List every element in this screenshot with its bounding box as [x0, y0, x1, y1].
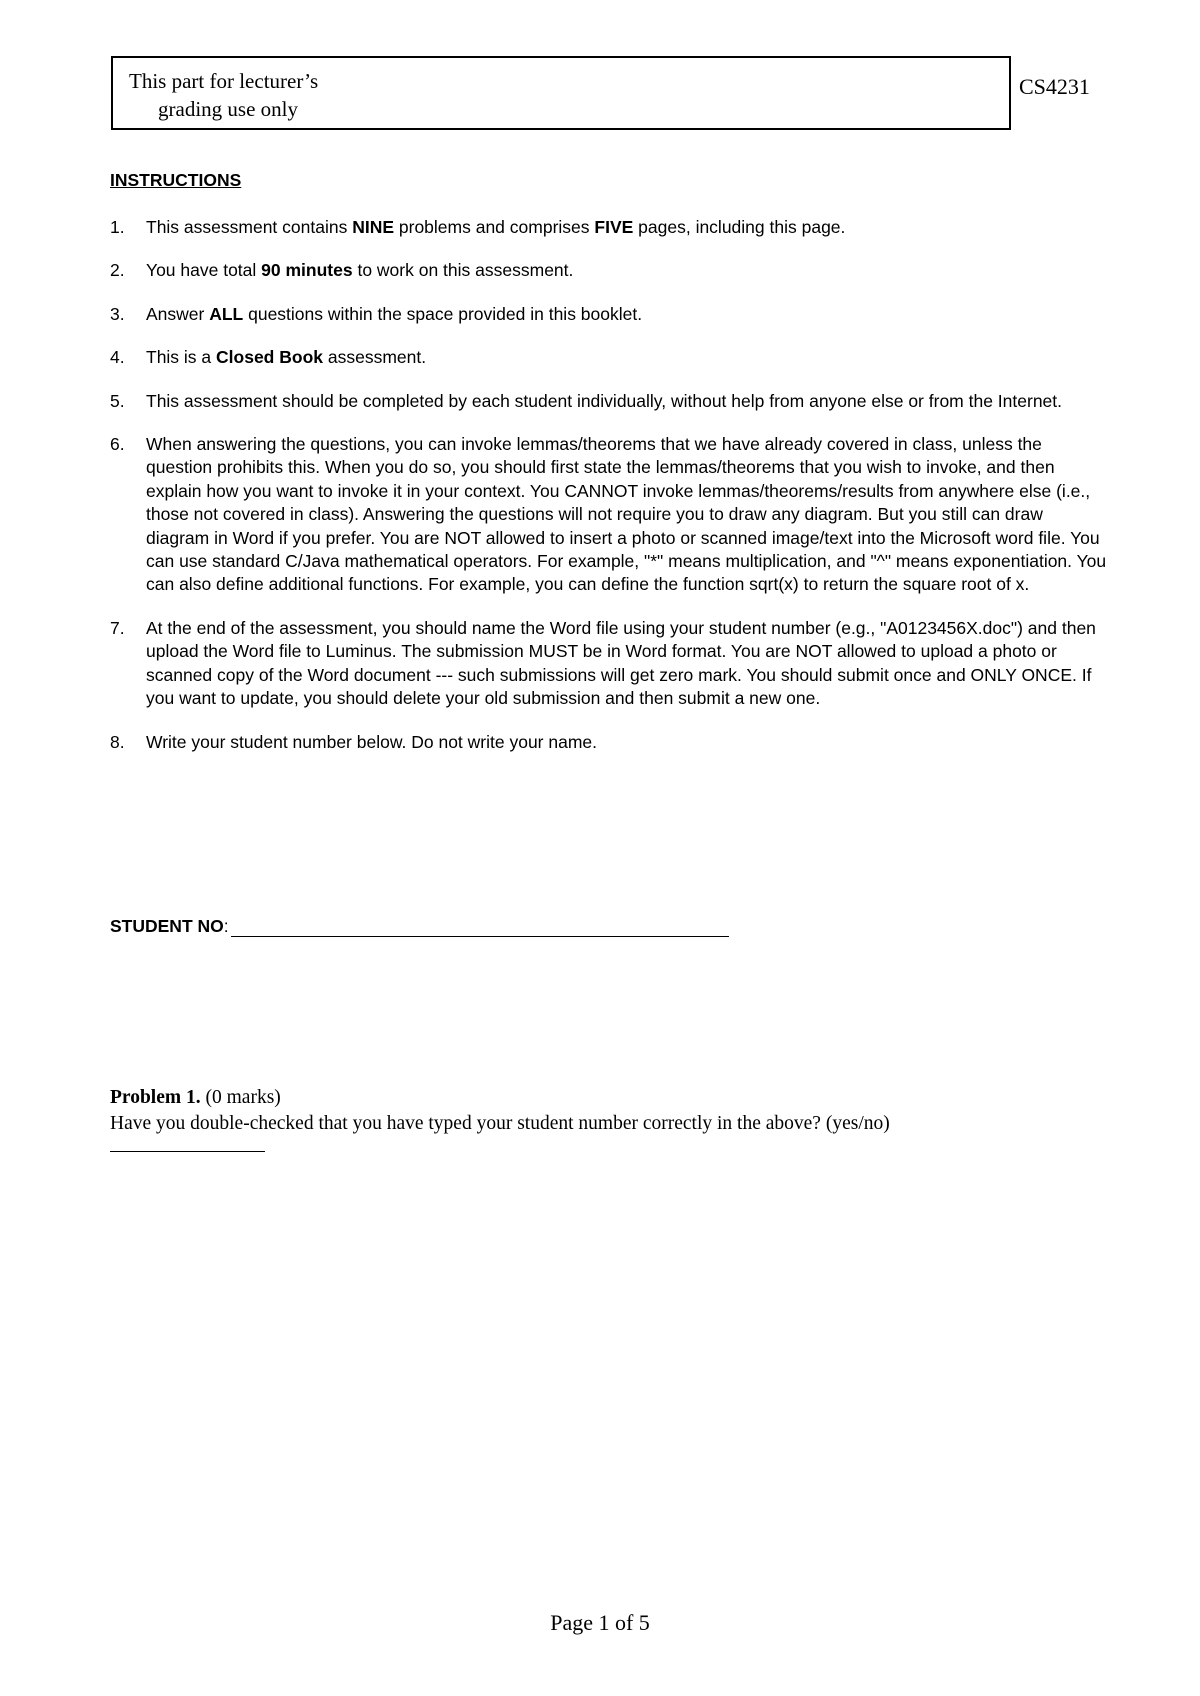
instruction-item — [110, 346, 1110, 369]
instruction-number: 4. — [110, 347, 125, 368]
course-code: CS4231 — [1019, 74, 1090, 99]
lecturer-grading-box — [111, 56, 1011, 130]
instruction-item — [110, 731, 1110, 754]
problem-1-marks: (0 marks) — [200, 1087, 281, 1108]
instruction-text: pages, including this page. — [633, 217, 846, 237]
problem-1-answer-line[interactable] — [110, 1137, 265, 1152]
instruction-number: 1. — [110, 217, 125, 237]
problem-1-question: Have you double-checked that you have typed your student number correctly in the above? (yes/no) — [110, 1113, 890, 1134]
instruction-emphasis: Closed Book — [216, 347, 323, 368]
instructions-list — [110, 216, 1110, 754]
instruction-text: Answer — [146, 303, 210, 324]
instruction-text: problems and comprises — [394, 217, 595, 237]
instruction-text: Write your student number below. Do not write your name. — [146, 731, 598, 752]
grading-box-line-2: grading use only — [158, 97, 298, 121]
problem-1-title: Problem 1. — [110, 1087, 201, 1108]
instruction-number: 7. — [110, 617, 125, 638]
instruction-emphasis: FIVE — [594, 217, 634, 237]
instruction-item — [110, 259, 1110, 282]
problem-1-heading — [110, 1085, 1110, 1111]
instruction-text: At the end of the assessment, you should name the Word file using your student number (e.g., "A0123456X.doc") and then upload the Word file to Luminus. The submission MUST be in Word format. You are NOT allowed to upload a photo or scanned copy of the Word document --- such submissions will get zero mark. You should submit once and ONLY ONCE. If you want to update, you should delete your old submission and then submit a new one. — [146, 617, 1096, 709]
instruction-number: 3. — [110, 303, 125, 324]
grading-box-line-1: This part for lecturer’s — [129, 69, 319, 93]
instruction-text: This assessment should be completed by each student individually, without help from anyone else or from the Internet. — [146, 390, 1063, 411]
instruction-text: to work on this assessment. — [352, 260, 574, 281]
instruction-item — [110, 617, 1110, 711]
instruction-text: You have total — [146, 260, 262, 281]
instruction-item — [110, 433, 1110, 597]
instruction-number: 6. — [110, 434, 125, 455]
instruction-number: 2. — [110, 260, 125, 281]
instruction-text: assessment. — [323, 347, 427, 368]
instruction-number: 8. — [110, 731, 125, 752]
instruction-emphasis: NINE — [352, 217, 395, 237]
instruction-item — [110, 390, 1110, 413]
instruction-item — [110, 303, 1110, 326]
problem-1 — [110, 1085, 1110, 1152]
instruction-text: When answering the questions, you can invoke lemmas/theorems that we have already covered in class, unless the question prohibits this. When you do so, you should first state the lemmas/theorems that you wish to invoke, and then explain how you want to invoke it in your context. You CANNOT invoke lemmas/theorems/results from anywhere else (i.e., those not covered in class). Answering the questions will not require you to draw any diagram. But you still can draw diagram in Word if you prefer. You are NOT allowed to insert a photo or scanned image/text into the Microsoft word file. You can use standard C/Java mathematical operators. For example, "*" means multiplication, and "^" means exponentiation. You can also define additional functions. For example, you can define the function sqrt(x) to return the square root of x. — [146, 434, 1107, 595]
instruction-number: 5. — [110, 390, 125, 411]
page-number: Page 1 of 5 — [550, 1610, 650, 1635]
instruction-text: This assessment contains — [146, 217, 353, 237]
instruction-emphasis: 90 minutes — [261, 260, 353, 281]
student-number-colon: : — [223, 916, 229, 936]
instruction-emphasis: ALL — [209, 303, 244, 324]
instructions-heading: INSTRUCTIONS — [110, 170, 242, 190]
student-number-label: STUDENT NO — [110, 916, 224, 936]
student-number-blank-line[interactable] — [231, 916, 729, 937]
instruction-text: questions within the space provided in this booklet. — [243, 303, 643, 324]
student-number-field — [110, 916, 729, 937]
instruction-item — [110, 216, 1110, 239]
instruction-text: This is a — [146, 347, 217, 368]
